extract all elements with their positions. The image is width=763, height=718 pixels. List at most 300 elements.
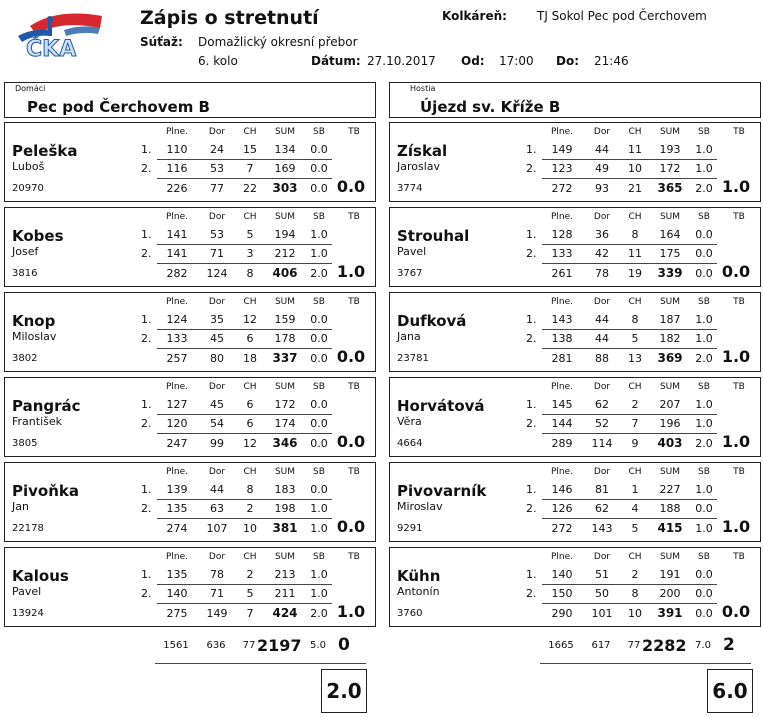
total-value: 9	[631, 437, 639, 450]
total-value: 0.0	[695, 267, 713, 280]
column-header: SUM	[274, 467, 296, 477]
round-value: 140	[551, 568, 573, 581]
column-header: SUM	[659, 467, 681, 477]
total-value: 0.0	[310, 182, 328, 195]
home-final-score: 2.0	[321, 669, 367, 713]
column-header: TB	[348, 552, 360, 562]
row-separator	[542, 584, 717, 585]
total-separator	[542, 433, 717, 434]
row-label: 2.	[526, 417, 537, 430]
away-label: Hostia	[410, 84, 436, 93]
player-tb: 0.0	[336, 432, 366, 451]
column-header: Plne.	[550, 467, 574, 477]
total-value: 365	[657, 181, 683, 195]
row-label: 1.	[141, 398, 152, 411]
player-tb: 0.0	[721, 602, 751, 621]
round-value: 1.0	[310, 247, 328, 260]
total-value: 0.0	[695, 607, 713, 620]
round-value: 71	[210, 587, 224, 600]
page-title: Zápis o stretnutí	[140, 7, 319, 29]
player-id: 3805	[12, 438, 38, 449]
row-separator	[542, 244, 717, 245]
round-value: 11	[628, 247, 642, 260]
round-value: 116	[166, 162, 188, 175]
round-value: 188	[659, 502, 681, 515]
round-value: 196	[659, 417, 681, 430]
player-tb: 1.0	[721, 517, 751, 536]
round-value: 135	[166, 502, 188, 515]
round-value: 44	[210, 483, 224, 496]
round-value: 8	[631, 587, 639, 600]
column-header: Dor	[208, 127, 226, 137]
column-header: TB	[733, 297, 745, 307]
total-value: 93	[595, 182, 609, 195]
round-value: 45	[210, 398, 224, 411]
away-player-box	[389, 122, 761, 202]
column-header: Dor	[593, 552, 611, 562]
round-value: 6	[246, 332, 254, 345]
round-value: 36	[595, 228, 609, 241]
row-label: 2.	[141, 587, 152, 600]
total-separator	[157, 518, 332, 519]
column-header: SUM	[274, 127, 296, 137]
column-header: SUM	[659, 212, 681, 222]
column-header: CH	[243, 382, 257, 392]
column-header: TB	[733, 382, 745, 392]
player-tb: 0.0	[336, 347, 366, 366]
total-value: 1.0	[310, 522, 328, 535]
column-header: TB	[733, 212, 745, 222]
row-separator	[542, 414, 717, 415]
player-firstname: Pavel	[12, 585, 42, 598]
round-value: 1.0	[310, 568, 328, 581]
away-total-sum: 2282	[642, 636, 687, 655]
total-value: 0.0	[310, 437, 328, 450]
player-tb: 1.0	[336, 262, 366, 281]
row-label: 2.	[526, 332, 537, 345]
player-firstname: Miloslav	[12, 330, 57, 343]
away-player-box	[389, 547, 761, 627]
column-header: SB	[698, 297, 710, 307]
column-header: Plne.	[550, 382, 574, 392]
player-surname: Kalous	[12, 567, 69, 585]
player-firstname: Jana	[397, 330, 421, 343]
round-value: 126	[551, 502, 573, 515]
round-value: 71	[210, 247, 224, 260]
round-value: 172	[274, 398, 296, 411]
column-header: CH	[628, 552, 642, 562]
home-total-sb: 5.0	[310, 640, 326, 651]
total-separator	[157, 263, 332, 264]
total-value: 275	[166, 607, 188, 620]
total-value: 337	[272, 351, 298, 365]
column-header: CH	[628, 127, 642, 137]
player-surname: Pivovarník	[397, 482, 487, 500]
column-header: Plne.	[165, 297, 189, 307]
player-id: 4664	[397, 438, 423, 449]
column-header: Dor	[593, 127, 611, 137]
round-value: 0.0	[695, 568, 713, 581]
total-separator	[542, 263, 717, 264]
round-value: 44	[595, 332, 609, 345]
round-value: 81	[595, 483, 609, 496]
column-header: SUM	[274, 297, 296, 307]
total-value: 226	[166, 182, 188, 195]
round-value: 7	[246, 162, 254, 175]
column-header: SB	[313, 467, 325, 477]
row-separator	[157, 499, 332, 500]
player-id: 3767	[397, 268, 423, 279]
league-label: Súťaž:	[140, 35, 183, 49]
round-value: 178	[274, 332, 296, 345]
column-header: SB	[313, 212, 325, 222]
round-value: 149	[551, 143, 573, 156]
row-separator	[542, 499, 717, 500]
column-header: Dor	[593, 212, 611, 222]
round-value: 49	[595, 162, 609, 175]
column-header: SUM	[659, 127, 681, 137]
home-player-box	[4, 122, 376, 202]
row-separator	[157, 584, 332, 585]
round-value: 124	[166, 313, 188, 326]
round-value: 172	[659, 162, 681, 175]
round-value: 135	[166, 568, 188, 581]
row-label: 1.	[526, 398, 537, 411]
away-player-box	[389, 207, 761, 287]
column-header: Dor	[208, 552, 226, 562]
total-value: 257	[166, 352, 188, 365]
round-value: 8	[246, 483, 254, 496]
round-value: 150	[551, 587, 573, 600]
round-value: 110	[166, 143, 188, 156]
round-value: 0.0	[695, 228, 713, 241]
round-value: 0.0	[695, 247, 713, 260]
player-firstname: Jan	[12, 500, 29, 513]
column-header: CH	[243, 552, 257, 562]
total-separator	[157, 348, 332, 349]
player-id: 3774	[397, 183, 423, 194]
column-header: CH	[628, 297, 642, 307]
player-id: 3816	[12, 268, 38, 279]
total-value: 289	[551, 437, 573, 450]
league-value: Domažlický okresní přebor	[198, 35, 358, 49]
total-value: 78	[595, 267, 609, 280]
row-separator	[157, 414, 332, 415]
column-header: TB	[348, 127, 360, 137]
player-surname: Peleška	[12, 142, 78, 160]
round-value: 134	[274, 143, 296, 156]
player-id: 20970	[12, 183, 44, 194]
total-value: 8	[246, 267, 254, 280]
player-surname: Dufková	[397, 312, 467, 330]
home-totals-underline	[155, 663, 366, 664]
column-header: TB	[733, 552, 745, 562]
away-player-box	[389, 377, 761, 457]
player-surname: Kobes	[12, 227, 64, 245]
round-value: 10	[628, 162, 642, 175]
column-header: CH	[243, 297, 257, 307]
total-value: 1.0	[695, 522, 713, 535]
round-value: 138	[551, 332, 573, 345]
round-value: 54	[210, 417, 224, 430]
round-value: 193	[659, 143, 681, 156]
row-label: 1.	[526, 313, 537, 326]
player-firstname: Luboš	[12, 160, 45, 173]
column-header: Plne.	[165, 552, 189, 562]
round-value: 1.0	[695, 313, 713, 326]
total-value: 369	[657, 351, 683, 365]
player-tb: 0.0	[721, 262, 751, 281]
total-value: 415	[657, 521, 683, 535]
total-separator	[542, 178, 717, 179]
row-label: 1.	[141, 143, 152, 156]
row-label: 1.	[141, 228, 152, 241]
round-value: 44	[595, 313, 609, 326]
row-label: 2.	[141, 162, 152, 175]
round-value: 7	[631, 417, 639, 430]
player-firstname: Věra	[397, 415, 422, 428]
column-header: Dor	[208, 467, 226, 477]
round-value: 227	[659, 483, 681, 496]
column-header: Dor	[593, 467, 611, 477]
column-header: Plne.	[550, 212, 574, 222]
away-final-score: 6.0	[707, 669, 753, 713]
column-header: Plne.	[550, 552, 574, 562]
total-value: 12	[243, 437, 257, 450]
row-separator	[157, 159, 332, 160]
total-separator	[157, 178, 332, 179]
home-total-dor: 636	[206, 640, 226, 651]
total-value: 88	[595, 352, 609, 365]
home-team-name: Pec pod Čerchovem B	[27, 98, 210, 116]
total-separator	[157, 603, 332, 604]
round-value: 182	[659, 332, 681, 345]
total-value: 7	[246, 607, 254, 620]
column-header: Dor	[208, 212, 226, 222]
round-value: 174	[274, 417, 296, 430]
player-firstname: Pavel	[397, 245, 427, 258]
home-total-tb: 0	[338, 635, 350, 655]
player-surname: Strouhal	[397, 227, 470, 245]
row-label: 2.	[526, 587, 537, 600]
round-value: 213	[274, 568, 296, 581]
total-value: 2.0	[310, 267, 328, 280]
player-surname: Pangrác	[12, 397, 81, 415]
home-player-box	[4, 377, 376, 457]
total-value: 107	[206, 522, 228, 535]
column-header: Dor	[208, 297, 226, 307]
column-header: SB	[313, 552, 325, 562]
total-value: 0.0	[310, 352, 328, 365]
column-header: Plne.	[165, 382, 189, 392]
total-value: 13	[628, 352, 642, 365]
column-header: SUM	[659, 552, 681, 562]
round-value: 1	[631, 483, 639, 496]
round-value: 2	[246, 502, 254, 515]
round-value: 78	[210, 568, 224, 581]
round-value: 6. kolo	[198, 54, 238, 68]
row-separator	[157, 244, 332, 245]
column-header: Dor	[593, 297, 611, 307]
column-header: Plne.	[165, 212, 189, 222]
column-header: TB	[348, 467, 360, 477]
round-value: 1.0	[695, 332, 713, 345]
round-value: 211	[274, 587, 296, 600]
round-value: 5	[246, 587, 254, 600]
home-label: Domáci	[15, 84, 46, 93]
round-value: 207	[659, 398, 681, 411]
home-total-sum: 2197	[257, 636, 302, 655]
round-value: 0.0	[310, 417, 328, 430]
round-value: 133	[551, 247, 573, 260]
column-header: CH	[243, 467, 257, 477]
round-value: 164	[659, 228, 681, 241]
column-header: SUM	[274, 552, 296, 562]
round-value: 2	[631, 568, 639, 581]
total-value: 99	[210, 437, 224, 450]
home-total-ch: 77	[242, 640, 256, 651]
column-header: TB	[348, 382, 360, 392]
away-totals-underline	[540, 663, 751, 664]
round-value: 123	[551, 162, 573, 175]
column-header: CH	[628, 467, 642, 477]
round-value: 0.0	[310, 143, 328, 156]
row-label: 2.	[526, 247, 537, 260]
total-value: 18	[243, 352, 257, 365]
round-value: 44	[595, 143, 609, 156]
round-value: 133	[166, 332, 188, 345]
away-team-header	[389, 82, 761, 118]
round-value: 1.0	[695, 143, 713, 156]
total-value: 261	[551, 267, 573, 280]
away-player-box	[389, 462, 761, 542]
to-value: 21:46	[594, 54, 629, 68]
round-value: 62	[595, 398, 609, 411]
round-value: 120	[166, 417, 188, 430]
total-value: 80	[210, 352, 224, 365]
row-label: 1.	[526, 568, 537, 581]
from-value: 17:00	[499, 54, 534, 68]
player-surname: Pivoňka	[12, 482, 79, 500]
column-header: SB	[313, 382, 325, 392]
total-value: 22	[243, 182, 257, 195]
column-header: TB	[733, 467, 745, 477]
player-tb: 1.0	[721, 177, 751, 196]
round-value: 0.0	[695, 587, 713, 600]
round-value: 0.0	[310, 483, 328, 496]
total-value: 290	[551, 607, 573, 620]
round-value: 194	[274, 228, 296, 241]
total-value: 247	[166, 437, 188, 450]
column-header: SUM	[659, 382, 681, 392]
round-value: 24	[210, 143, 224, 156]
player-surname: Knop	[12, 312, 56, 330]
column-header: CH	[628, 382, 642, 392]
total-value: 406	[272, 266, 298, 280]
column-header: Plne.	[550, 297, 574, 307]
round-value: 0.0	[310, 332, 328, 345]
total-value: 101	[591, 607, 613, 620]
total-value: 424	[272, 606, 298, 620]
column-header: CH	[243, 212, 257, 222]
round-value: 52	[595, 417, 609, 430]
venue-value: TJ Sokol Pec pod Čerchovem	[537, 9, 707, 23]
total-value: 5	[631, 522, 639, 535]
round-value: 0.0	[310, 398, 328, 411]
column-header: SB	[698, 552, 710, 562]
round-value: 6	[246, 417, 254, 430]
column-header: SUM	[274, 382, 296, 392]
away-total-plne: 1665	[548, 640, 574, 651]
round-value: 0.0	[695, 502, 713, 515]
round-value: 6	[246, 398, 254, 411]
row-separator	[157, 329, 332, 330]
total-value: 282	[166, 267, 188, 280]
total-value: 77	[210, 182, 224, 195]
column-header: Dor	[208, 382, 226, 392]
round-value: 42	[595, 247, 609, 260]
round-value: 1.0	[695, 162, 713, 175]
player-surname: Kühn	[397, 567, 441, 585]
round-value: 12	[243, 313, 257, 326]
total-value: 2.0	[310, 607, 328, 620]
row-label: 2.	[526, 162, 537, 175]
column-header: SUM	[659, 297, 681, 307]
round-value: 1.0	[310, 228, 328, 241]
home-player-box	[4, 207, 376, 287]
player-id: 9291	[397, 523, 423, 534]
total-value: 381	[272, 521, 298, 535]
round-value: 191	[659, 568, 681, 581]
round-value: 200	[659, 587, 681, 600]
round-value: 51	[595, 568, 609, 581]
total-value: 2.0	[695, 352, 713, 365]
total-value: 124	[206, 267, 228, 280]
player-id: 13924	[12, 608, 44, 619]
round-value: 5	[631, 332, 639, 345]
round-value: 1.0	[310, 502, 328, 515]
player-firstname: Josef	[12, 245, 39, 258]
date-label: Dátum:	[311, 54, 361, 68]
total-separator	[542, 518, 717, 519]
row-label: 1.	[141, 568, 152, 581]
round-value: 8	[631, 313, 639, 326]
total-value: 281	[551, 352, 573, 365]
round-value: 175	[659, 247, 681, 260]
to-label: Do:	[556, 54, 580, 68]
round-value: 128	[551, 228, 573, 241]
round-value: 4	[631, 502, 639, 515]
round-value: 198	[274, 502, 296, 515]
row-label: 2.	[141, 332, 152, 345]
player-surname: Získal	[397, 142, 448, 160]
round-value: 212	[274, 247, 296, 260]
column-header: CH	[243, 127, 257, 137]
round-value: 127	[166, 398, 188, 411]
player-id: 3802	[12, 353, 38, 364]
home-player-box	[4, 547, 376, 627]
round-value: 140	[166, 587, 188, 600]
round-value: 11	[628, 143, 642, 156]
round-value: 62	[595, 502, 609, 515]
player-id: 23781	[397, 353, 429, 364]
player-tb: 0.0	[336, 517, 366, 536]
cka-logo	[12, 6, 104, 60]
venue-label: Kolkáreň:	[442, 9, 507, 23]
total-value: 143	[591, 522, 613, 535]
from-label: Od:	[461, 54, 485, 68]
total-value: 339	[657, 266, 683, 280]
